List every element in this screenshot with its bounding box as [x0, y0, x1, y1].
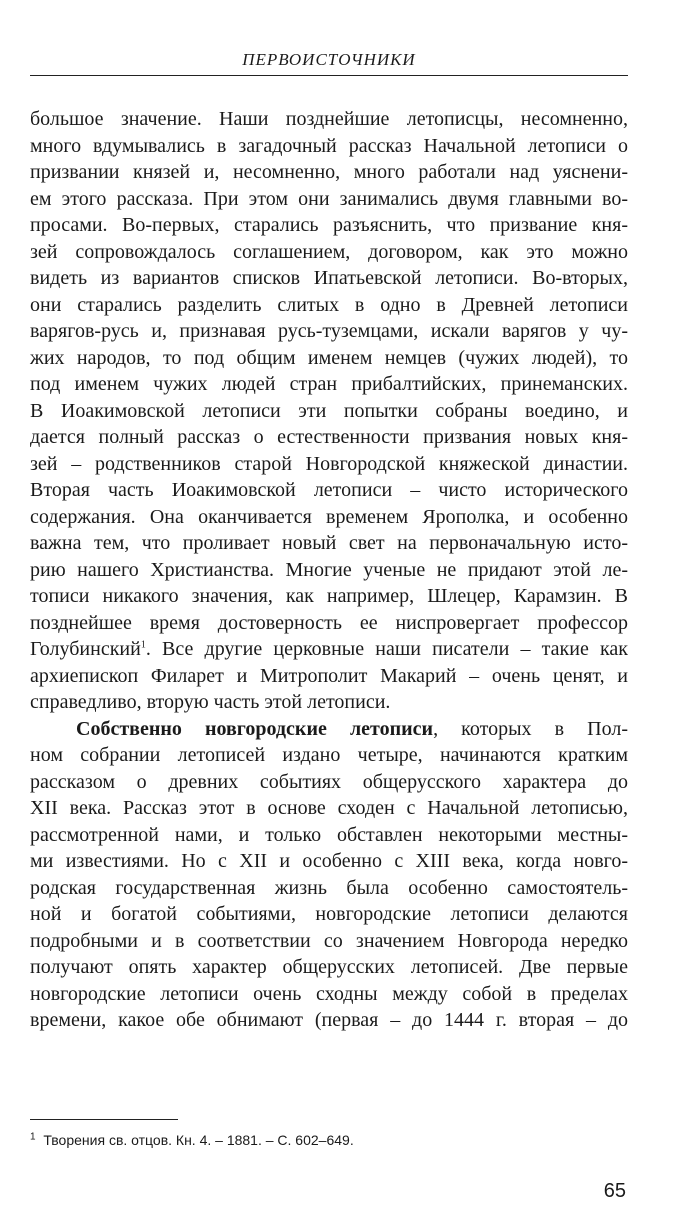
text-line: XII века. Рассказ этот в основе сходен с Начальной летописью,	[30, 797, 628, 819]
text-line: справедливо, вторую часть этой летописи.	[30, 691, 391, 713]
text-line: зей сопровождалось соглашением, договором, как это можно	[30, 240, 628, 263]
text-line: ем этого рассказа. При этом они занимались двумя главными во-	[30, 187, 628, 210]
text-line: получают опять характер общерусских летописей. Две первые	[30, 956, 628, 978]
page-number: 65	[603, 1180, 626, 1202]
text-line: родская государственная жизнь была особенно самостоятель-	[30, 876, 628, 899]
golubinsky-name: Голубинский	[30, 638, 141, 660]
text-line: видеть из вариантов списков Ипатьевской летописи. Во-вторых,	[30, 267, 628, 289]
text-line: Вторая часть Иоакимовской летописи – чисто исторического	[30, 479, 628, 501]
text-line: под именем чужих людей стран прибалтийских, принеманских.	[30, 373, 628, 395]
text-line: В Иоакимовской летописи эти попытки собраны воедино, и	[30, 399, 628, 422]
text-line-golubinsky	[30, 636, 628, 663]
text-line: подробными и в соответствии со значением Новгорода нередко	[30, 929, 628, 952]
text-line: тописи никакого значения, как например, Шлецер, Карамзин. В	[30, 585, 628, 607]
text-line: призвании князей и, несомненно, много работали над уяснени-	[30, 161, 628, 183]
footnote-text: Творения св. отцов. Кн. 4. – 1881. – С. 602–649.	[43, 1132, 354, 1148]
text-line: они старались разделить слитых в одно в Древней летописи	[30, 293, 628, 316]
text-line: жих народов, то под общим именем немцев (чужих людей), то	[30, 346, 628, 369]
text-line: ми известиями. Но с XII и особенно с XIII века, когда новго-	[30, 850, 628, 872]
text-line: архиепископ Филарет и Митрополит Макарий – очень ценят, и	[30, 664, 628, 687]
footnote-marker: 1	[30, 1131, 36, 1143]
text-line: много вдумывались в загадочный рассказ Начальной летописи о	[30, 134, 628, 157]
text-line: рассказом о древних событиях общерусского характера до	[30, 770, 628, 793]
footnote-reference[interactable]: 1	[140, 639, 146, 651]
text-line: рию нашего Христианства. Многие ученые не придают этой ле-	[30, 558, 628, 581]
text-line: новгородские летописи очень сходны между собой в пределах	[30, 982, 628, 1005]
text-line: просами. Во-первых, старались разъяснить, что призвание кня-	[30, 214, 628, 236]
running-title: ПЕРВОИСТОЧНИКИ	[242, 50, 416, 69]
footnote	[30, 1131, 628, 1149]
text-line: ной и богатой событиями, новгородские летописи делаются	[30, 903, 628, 925]
text-line: важна тем, что проливает новый свет на первоначальную исто-	[30, 532, 628, 554]
paragraph-start-novgorod	[30, 716, 628, 743]
text-line: рассмотренной нами, и только обставлен некоторыми местны-	[30, 823, 628, 846]
text-line: времени, какое обе обнимают (первая – до 1444 г. вторая – до	[30, 1009, 628, 1031]
main-text	[30, 106, 628, 1034]
golubinsky-rest: . Все другие церковные наши писатели – такие как	[145, 638, 628, 660]
text-line: большое значение. Наши позднейшие летописцы, несомненно,	[30, 108, 628, 130]
text-line: ном собрании летописей издано четыре, начинаются кратким	[30, 744, 628, 766]
text-line: содержания. Она оканчивается временем Ярополка, и особенно	[30, 505, 628, 528]
text-line: позднейшее время достоверность ее ниспровергает профессор	[30, 611, 628, 634]
text-line: варягов-русь и, признавая русь-туземцами, искали варягов у чу-	[30, 320, 628, 342]
text-line: зей – родственников старой Новгородской княжеской династии.	[30, 452, 628, 475]
section-term-bold: Собственно новгородские летописи	[76, 717, 434, 740]
footnote-rule	[30, 1119, 178, 1120]
text-line: дается полный рассказ о естественности призвания новых кня-	[30, 426, 628, 448]
header-rule	[30, 75, 628, 76]
paragraph-start-rest: , которых в Пол-	[433, 717, 628, 740]
